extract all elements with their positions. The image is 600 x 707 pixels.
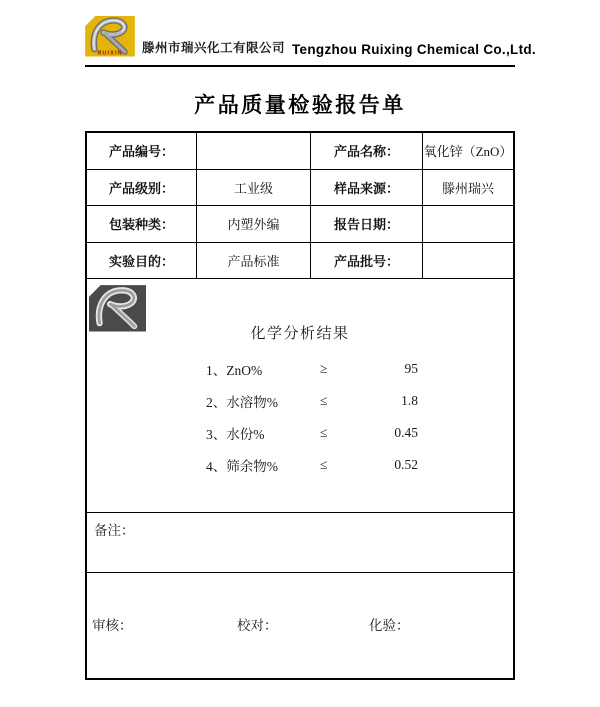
analysis-item-value: 0.45 — [394, 425, 418, 440]
analysis-title: 化学分析结果 — [250, 326, 350, 342]
analysis-item-water-soluble — [206, 385, 418, 417]
table-row — [87, 170, 513, 207]
table-row — [87, 206, 513, 243]
product-no-label: 产品编号： — [87, 133, 197, 169]
analysis-item-operator: ≤ — [320, 393, 328, 408]
report-date-value — [423, 206, 513, 242]
signoff-section — [87, 573, 513, 678]
package-type-value: 内塑外编 — [197, 206, 311, 242]
analysis-item-name: 1、ZnO% — [206, 363, 263, 378]
product-grade-label: 产品级别： — [87, 170, 197, 206]
assay-label: 化验： — [369, 618, 410, 633]
page-title: 产品质量检验报告单 — [194, 94, 406, 117]
sample-source-value: 滕州瑞兴 — [441, 180, 494, 196]
review-label: 审核： — [92, 618, 133, 633]
report-date-label: 报告日期： — [311, 206, 423, 242]
batch-no-label: 产品批号： — [311, 243, 423, 279]
analysis-item-operator: ≥ — [320, 361, 328, 376]
logo-text: RUIXIN — [97, 50, 123, 57]
sample-source-label: 样品来源： — [311, 170, 423, 206]
remarks-label: 备注： — [94, 523, 135, 538]
product-name-label: 产品名称： — [311, 133, 423, 169]
product-name-value: 氧化锌（ZnO） — [423, 144, 513, 160]
batch-no-value — [423, 243, 513, 279]
analysis-section — [87, 279, 513, 513]
product-grade-value: 工业级 — [197, 170, 311, 206]
analysis-item-name: 3、水份% — [206, 427, 265, 442]
table-row — [87, 133, 513, 170]
analysis-item-operator: ≤ — [320, 425, 328, 440]
package-type-label: 包装种类： — [87, 206, 197, 242]
analysis-item-moisture — [206, 417, 418, 449]
product-no-value — [197, 133, 311, 169]
report-table — [85, 131, 515, 680]
analysis-item-value: 95 — [404, 361, 418, 376]
analysis-item-value: 1.8 — [401, 393, 418, 408]
test-purpose-label: 实验目的： — [87, 243, 197, 279]
test-purpose-value: 产品标准 — [197, 243, 311, 279]
analysis-item-name: 4、筛余物% — [206, 459, 278, 474]
analysis-item-operator: ≤ — [320, 457, 328, 472]
analysis-item-value: 0.52 — [394, 457, 418, 472]
remarks-section — [87, 513, 513, 573]
company-header — [85, 13, 536, 67]
analysis-item-name: 2、水溶物% — [206, 395, 278, 410]
company-name-en: Tengzhou Ruixing Chemical Co.,Ltd. — [292, 42, 536, 57]
table-row — [87, 243, 513, 280]
analysis-item-zno — [206, 353, 418, 385]
proofread-label: 校对： — [237, 618, 278, 633]
analysis-items — [206, 353, 418, 481]
company-name-cn: 滕州市瑞兴化工有限公司 — [142, 41, 286, 55]
ruixin-logo-icon — [85, 16, 135, 62]
analysis-item-sieve-residue — [206, 449, 418, 481]
